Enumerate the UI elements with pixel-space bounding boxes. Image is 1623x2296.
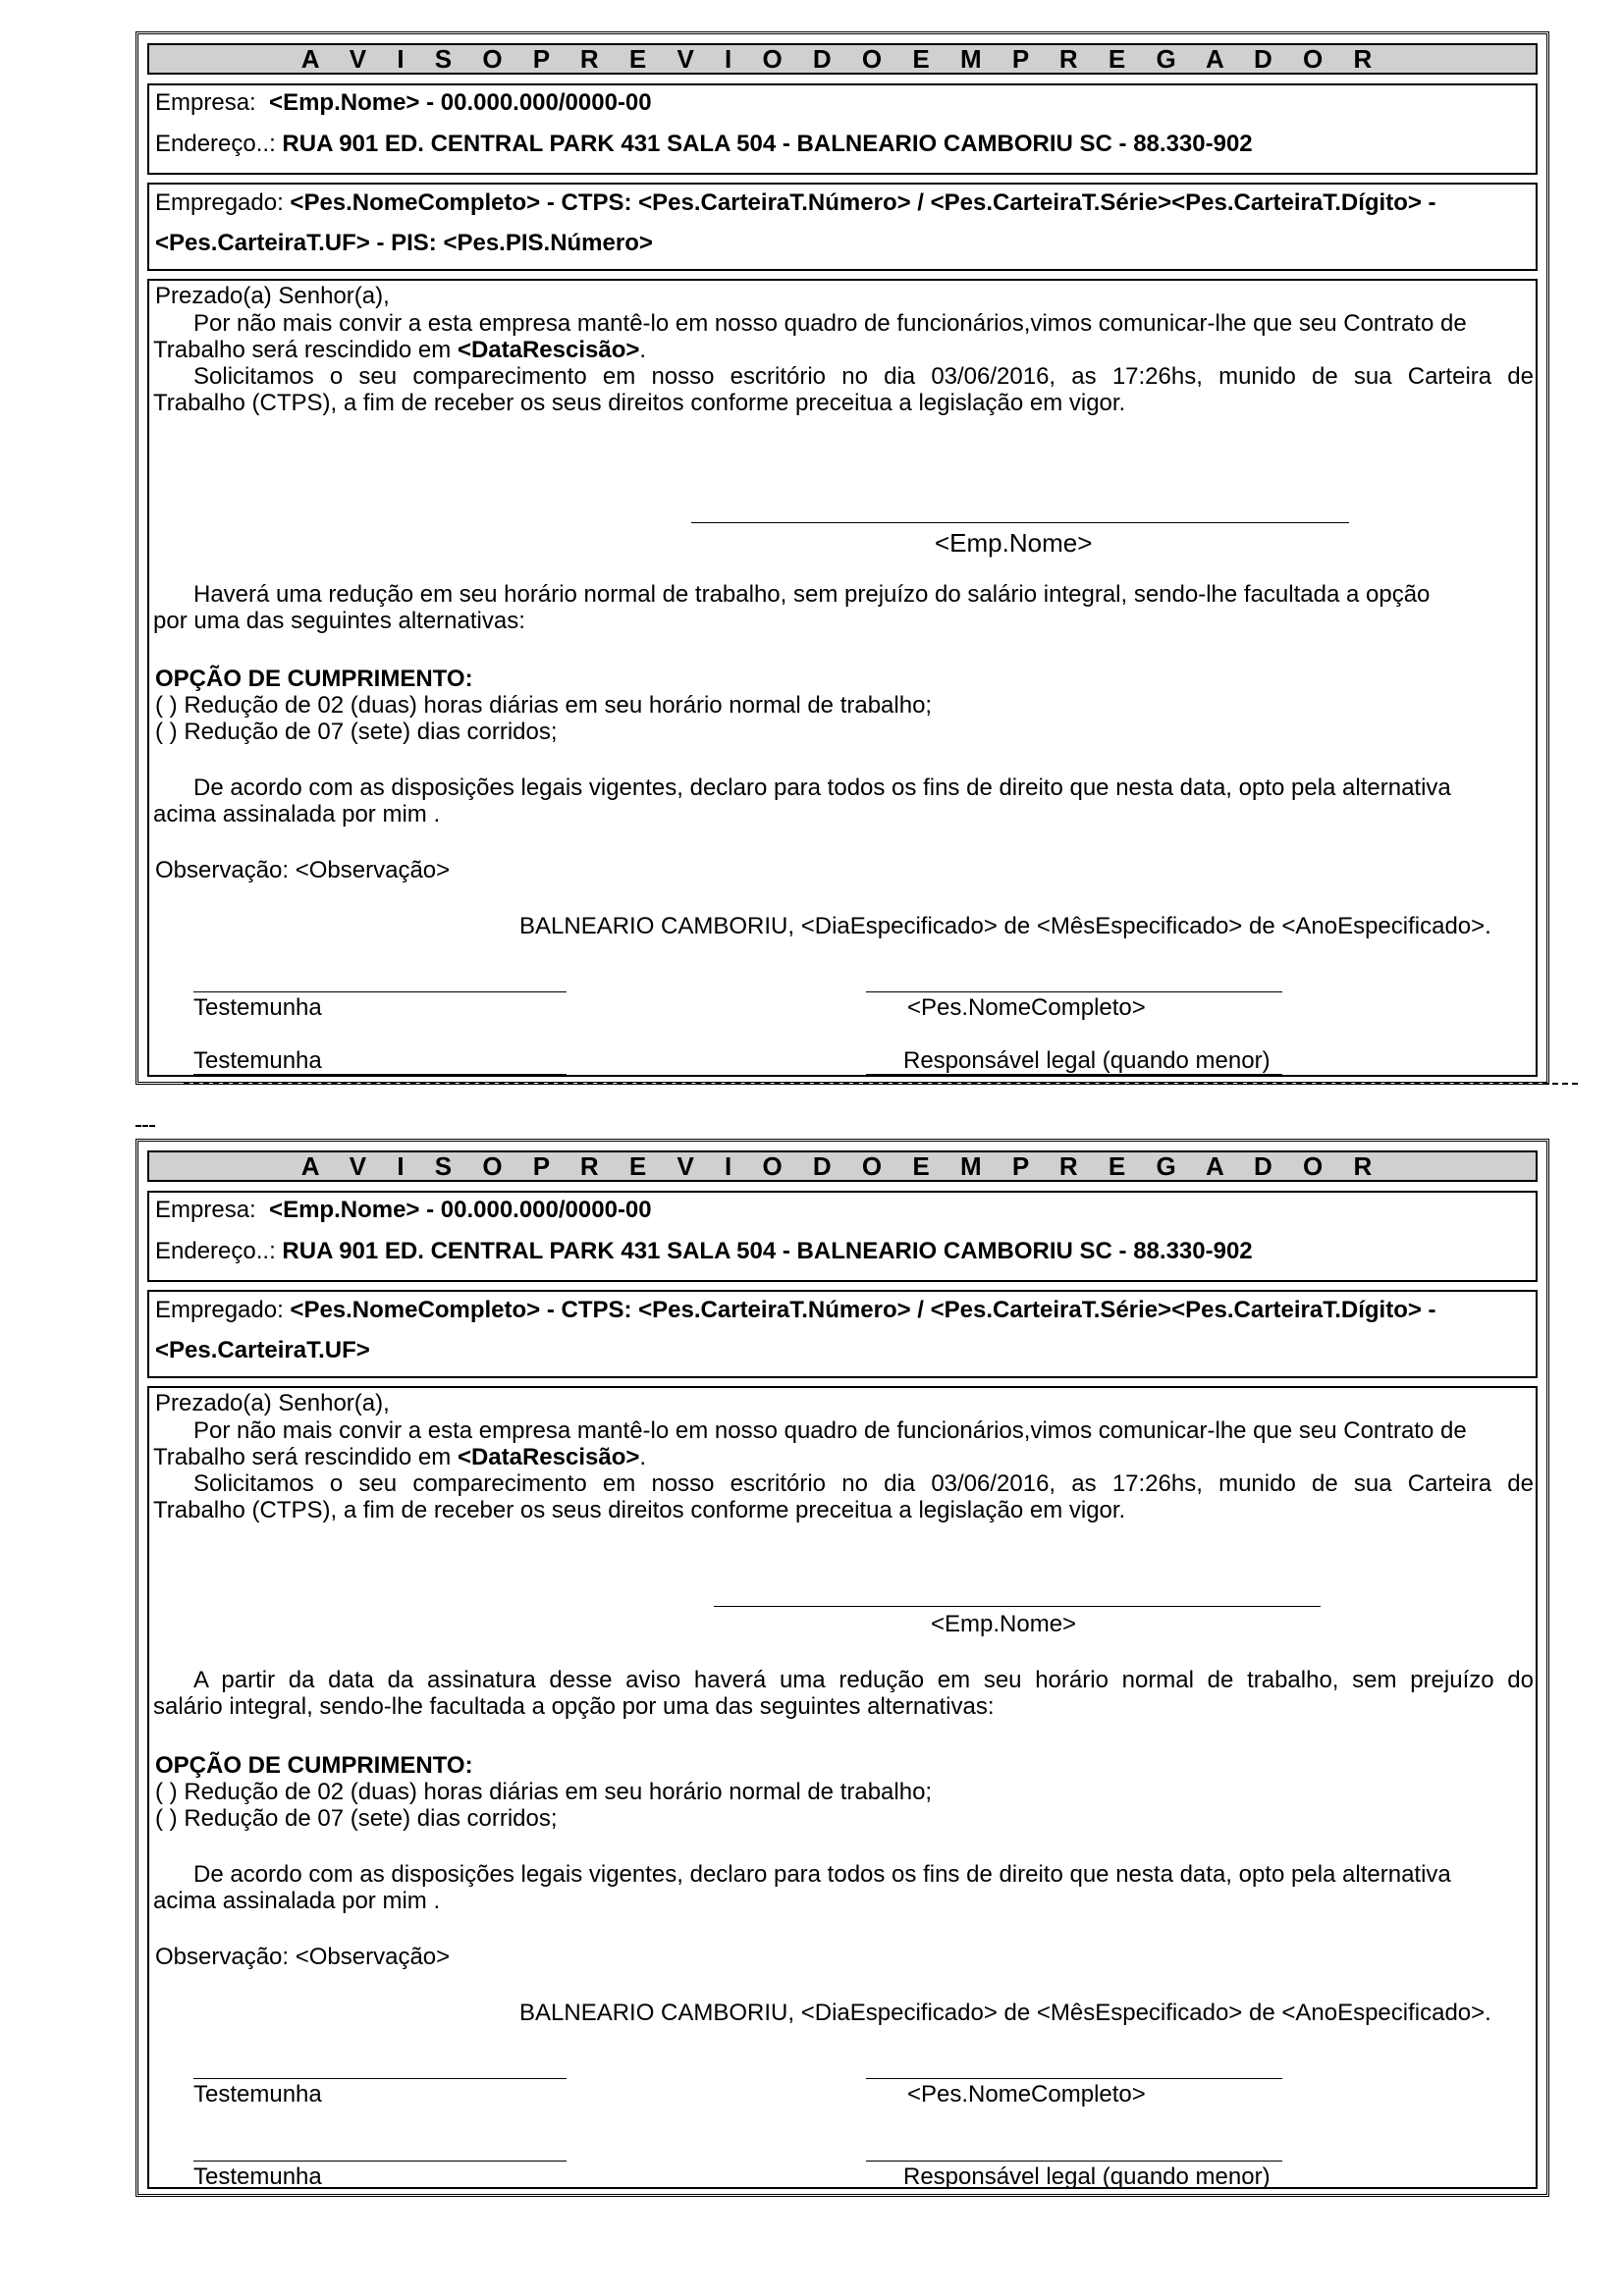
- option-2: ( ) Redução de 07 (sete) dias corridos;: [155, 719, 558, 745]
- paragraph-2-line-2: Trabalho (CTPS), a fim de receber os seus direitos conforme preceitua a legislação em vigor.: [153, 1497, 1126, 1523]
- paragraph-4-line-2: acima assinalada por mim .: [153, 801, 441, 828]
- company-box: [147, 1191, 1538, 1282]
- employee-value-2: <Pes.CarteiraT.UF> - PIS: <Pes.PIS.Número>: [155, 230, 653, 256]
- paragraph-1-line-1: Por não mais convir a esta empresa mantê-lo em nosso quadro de funcionários,vimos comunicar-lhe que seu Contrato de: [193, 310, 1467, 337]
- paragraph-2-line-1: Solicitamos o seu comparecimento em nosso escritório no dia 03/06/2016, as 17:26hs, munido de sua Carteira de: [193, 1470, 1534, 1497]
- paragraph-3-line-2: salário integral, sendo-lhe facultada a opção por uma das seguintes alternativas:: [153, 1693, 995, 1720]
- witness-2-label: Testemunha: [193, 1047, 322, 1074]
- employer-signature-name: <Emp.Nome>: [931, 1611, 1077, 1637]
- witness-1-label: Testemunha: [193, 994, 322, 1021]
- guardian-signature-line: [866, 2161, 1282, 2162]
- termination-date: <DataRescisão>: [457, 337, 640, 363]
- paragraph-4-line-1: De acordo com as disposições legais vigentes, declaro para todos os fins de direito que nesta data, opto pela alternativa: [193, 1861, 1451, 1888]
- paragraph-3-line-2: por uma das seguintes alternativas:: [153, 608, 525, 634]
- company-label: Empresa:: [155, 1197, 256, 1223]
- body-box: [147, 279, 1538, 1077]
- employer-signature-name: <Emp.Nome>: [935, 528, 1093, 558]
- observation: Observação: <Observação>: [155, 857, 451, 883]
- salutation: Prezado(a) Senhor(a),: [155, 283, 390, 309]
- paragraph-3-line-1: A partir da data da assinatura desse aviso haverá uma redução em seu horário normal de trabalho, sem prejuízo do: [193, 1667, 1534, 1693]
- company-line: [155, 1197, 652, 1224]
- company-label: Empresa:: [155, 89, 256, 116]
- option-title: OPÇÃO DE CUMPRIMENTO:: [155, 666, 473, 692]
- employee-box: [147, 183, 1538, 271]
- employee-value-1: <Pes.NomeCompleto> - CTPS: <Pes.CarteiraT.Número> / <Pes.CarteiraT.Série><Pes.CarteiraT.Dígito> -: [290, 1297, 1436, 1323]
- option-1: ( ) Redução de 02 (duas) horas diárias em seu horário normal de trabalho;: [155, 692, 933, 719]
- address-label: Endereço..:: [155, 1238, 276, 1264]
- option-2: ( ) Redução de 07 (sete) dias corridos;: [155, 1805, 558, 1832]
- employee-signature-name: <Pes.NomeCompleto>: [907, 994, 1146, 1021]
- paragraph-1-period: .: [639, 1444, 647, 1470]
- notice-1: [135, 31, 1549, 1085]
- witness-2-label: Testemunha: [193, 2163, 322, 2190]
- place-date: BALNEARIO CAMBORIU, <DiaEspecificado> de <MêsEspecificado> de <AnoEspecificado>.: [519, 913, 1491, 939]
- cut-line-end: [135, 1125, 155, 1127]
- paragraph-1-line-2: [153, 337, 646, 364]
- place-date: BALNEARIO CAMBORIU, <DiaEspecificado> de <MêsEspecificado> de <AnoEspecificado>.: [519, 2000, 1491, 2026]
- paragraph-2-line-2: Trabalho (CTPS), a fim de receber os seus direitos conforme preceitua a legislação em vigor.: [153, 390, 1126, 416]
- paragraph-1-text: Trabalho será rescindido em: [153, 1444, 458, 1470]
- notice-title: A V I S O P R E V I O D O E M P R E G A D O R: [147, 1150, 1538, 1182]
- paragraph-4-line-2: acima assinalada por mim .: [153, 1888, 441, 1914]
- paragraph-1-text: Trabalho será rescindido em: [153, 337, 458, 363]
- option-1: ( ) Redução de 02 (duas) horas diárias em seu horário normal de trabalho;: [155, 1779, 933, 1805]
- employee-signature-line: [866, 2078, 1282, 2079]
- notice-title: A V I S O P R E V I O D O E M P R E G A D O R: [147, 43, 1538, 75]
- option-title: OPÇÃO DE CUMPRIMENTO:: [155, 1752, 473, 1779]
- employee-box: [147, 1290, 1538, 1378]
- observation: Observação: <Observação>: [155, 1944, 451, 1970]
- notice-2: [135, 1139, 1549, 2197]
- company-line: [155, 89, 652, 117]
- employee-line-1: [155, 189, 1436, 217]
- body-box: [147, 1386, 1538, 2189]
- termination-date: <DataRescisão>: [457, 1444, 640, 1470]
- paragraph-1-period: .: [639, 337, 647, 363]
- cut-line: [184, 1083, 1578, 1085]
- employee-value-2: <Pes.CarteiraT.UF>: [155, 1337, 370, 1363]
- company-value: <Emp.Nome> - 00.000.000/0000-00: [269, 89, 652, 116]
- company-value: <Emp.Nome> - 00.000.000/0000-00: [269, 1197, 652, 1223]
- address-line: [155, 1238, 1253, 1265]
- guardian-signature-label: Responsável legal (quando menor): [903, 2163, 1271, 2190]
- salutation: Prezado(a) Senhor(a),: [155, 1390, 390, 1416]
- address-line: [155, 131, 1253, 158]
- address-label: Endereço..:: [155, 131, 276, 157]
- paragraph-4-line-1: De acordo com as disposições legais vigentes, declaro para todos os fins de direito que nesta data, opto pela alternativa: [193, 774, 1451, 801]
- paragraph-2-line-1: Solicitamos o seu comparecimento em nosso escritório no dia 03/06/2016, as 17:26hs, munido de sua Carteira de: [193, 363, 1534, 390]
- address-value: RUA 901 ED. CENTRAL PARK 431 SALA 504 - BALNEARIO CAMBORIU SC - 88.330-902: [282, 131, 1253, 157]
- witness-1-label: Testemunha: [193, 2081, 322, 2108]
- employee-signature-line: [866, 991, 1282, 992]
- paragraph-1-line-1: Por não mais convir a esta empresa mantê-lo em nosso quadro de funcionários,vimos comunicar-lhe que seu Contrato de: [193, 1417, 1467, 1444]
- witness-1-signature-line: [193, 991, 567, 992]
- employer-signature-line: [691, 522, 1349, 523]
- witness-1-signature-line: [193, 2078, 567, 2079]
- employee-label: Empregado:: [155, 189, 284, 216]
- employee-signature-name: <Pes.NomeCompleto>: [907, 2081, 1146, 2108]
- address-value: RUA 901 ED. CENTRAL PARK 431 SALA 504 - BALNEARIO CAMBORIU SC - 88.330-902: [282, 1238, 1253, 1264]
- witness-2-signature-line: [193, 2161, 567, 2162]
- guardian-signature-label: Responsável legal (quando menor): [903, 1047, 1271, 1074]
- paragraph-3-line-1: Haverá uma redução em seu horário normal de trabalho, sem prejuízo do salário integral, sendo-lhe facultada a opção: [193, 581, 1431, 608]
- paragraph-1-line-2: [153, 1444, 646, 1471]
- employer-signature-line: [714, 1606, 1321, 1607]
- employee-label: Empregado:: [155, 1297, 284, 1323]
- company-box: [147, 83, 1538, 175]
- employee-line-1: [155, 1297, 1436, 1324]
- employee-value-1: <Pes.NomeCompleto> - CTPS: <Pes.CarteiraT.Número> / <Pes.CarteiraT.Série><Pes.CarteiraT.Dígito> -: [290, 189, 1436, 216]
